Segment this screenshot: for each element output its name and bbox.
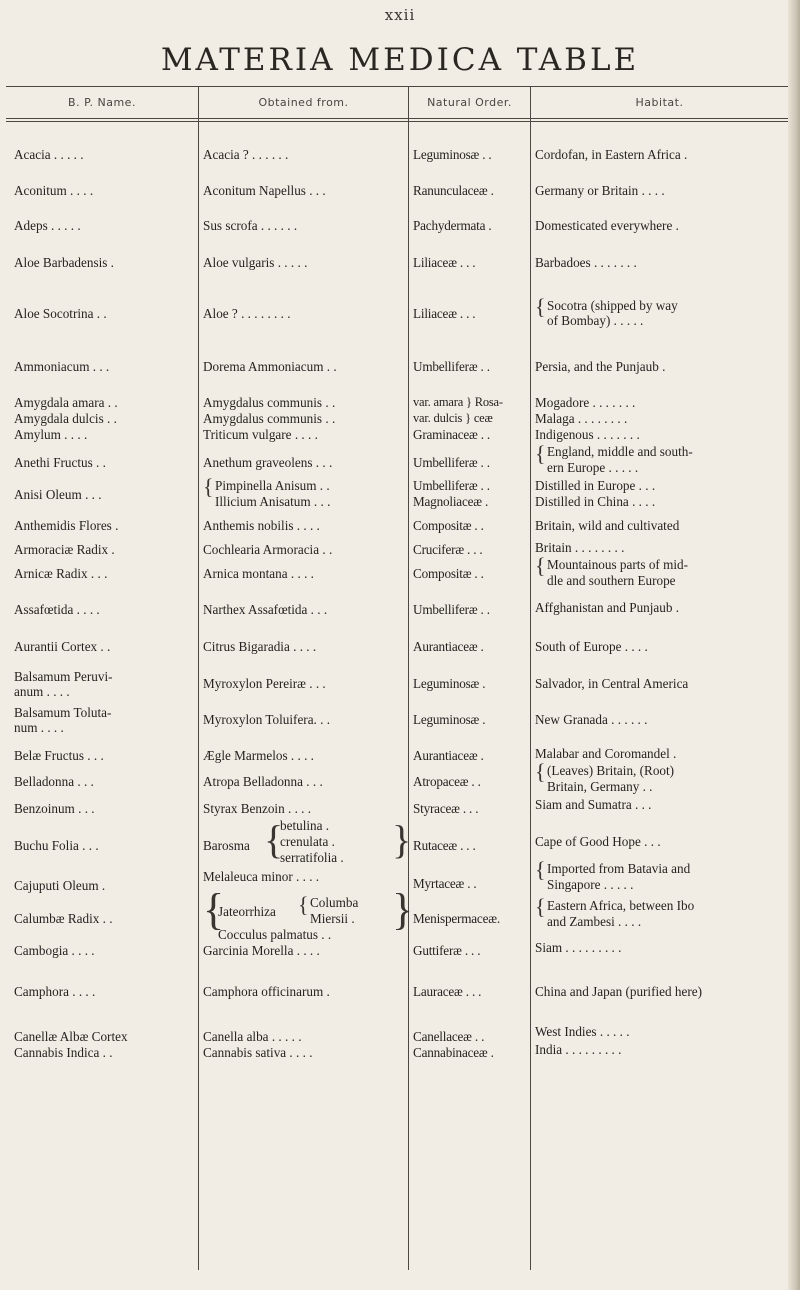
table-row-source: Garcinia Morella . . . . [203, 943, 320, 958]
table-row-source: Aconitum Napellus . . . [203, 183, 326, 198]
table-row-habitat-cont: Distilled in China . . . . [535, 494, 656, 509]
table-row-habitat: West Indies . . . . . [535, 1024, 630, 1039]
header-second-rule [6, 121, 788, 122]
table-row-source: Anethum graveolens . . . [203, 455, 333, 470]
table-row-source-species: crenulata . [280, 834, 335, 849]
table-row-habitat: Barbadoes . . . . . . . [535, 255, 637, 270]
brace: { [535, 294, 546, 319]
table-row-habitat: Persia, and the Punjaub . [535, 359, 666, 374]
table-row-name: Aurantii Cortex . . [14, 639, 111, 654]
table-row-habitat-cont: of Bombay) . . . . . [547, 313, 644, 328]
table-row-source: Arnica montana . . . . [203, 566, 314, 581]
table-row-source: Myroxylon Toluifera. . . [203, 712, 331, 727]
table-row-order: Cannabinaceæ . [413, 1045, 494, 1060]
table-row-name: Buchu Folia . . . [14, 838, 99, 853]
table-row-name: Anisi Oleum . . . [14, 487, 102, 502]
table-row-habitat: (Leaves) Britain, (Root) [547, 763, 675, 778]
table-row-habitat: Malabar and Coromandel . [535, 746, 677, 761]
table-row-name: Balsamum Toluta- [14, 705, 112, 720]
table-row-order: Styraceæ . . . [413, 801, 479, 816]
brace: { [264, 817, 284, 862]
table-row-source: Cochlearia Armoracia . . [203, 542, 333, 557]
brace: { [203, 474, 214, 499]
table-row-source: Barosma [203, 838, 250, 853]
table-row-order: Umbelliferæ . . [413, 602, 490, 617]
table-row-name: Anethi Fructus . . [14, 455, 106, 470]
table-row-order: Umbelliferæ . . [413, 455, 490, 470]
table-row-name: Amygdala dulcis . . [14, 411, 117, 426]
table-row-order: Cruciferæ . . . [413, 542, 483, 557]
table-row-habitat: Siam and Sumatra . . . [535, 797, 652, 812]
table-row-name: Amylum . . . . [14, 427, 88, 442]
table-row-source: Camphora officinarum . [203, 984, 330, 999]
table-row-name: Aconitum . . . . [14, 183, 94, 198]
table-row-habitat: New Granada . . . . . . [535, 712, 648, 727]
header-order: Natural Order. [427, 96, 512, 109]
table-row-name: Cambogia . . . . [14, 943, 95, 958]
table-row-habitat: Salvador, in Central America [535, 676, 689, 691]
table-row-source: Ægle Marmelos . . . . [203, 748, 314, 763]
brace: { [535, 441, 546, 466]
table-row-habitat: Eastern Africa, between Ibo [547, 898, 695, 913]
table-row-order: Myrtaceæ . . [413, 876, 477, 891]
table-row-name: Assafœtida . . . . [14, 602, 100, 617]
table-row-habitat: Socotra (shipped by way [547, 298, 678, 313]
table-row-name-cont: anum . . . . [14, 684, 70, 699]
table-row-name: Aloe Socotrina . . [14, 306, 107, 321]
table-row-source: Sus scrofa . . . . . . [203, 218, 298, 233]
table-row-habitat: Mountainous parts of mid- [547, 557, 689, 572]
table-row-order: Lauraceæ . . . [413, 984, 482, 999]
table-row-name: Balsamum Peruvi- [14, 669, 113, 684]
table-row-name: Camphora . . . . [14, 984, 96, 999]
table-row-source: Dorema Ammoniacum . . [203, 359, 337, 374]
table-row-source-species: Columba [310, 895, 359, 910]
table-row-habitat: Indigenous . . . . . . . [535, 427, 640, 442]
table-row-order: Liliaceæ . . . [413, 306, 476, 321]
table-row-source: Citrus Bigaradia . . . . [203, 639, 317, 654]
table-row-order: Rutaceæ . . . [413, 838, 476, 853]
brace: { [535, 553, 546, 578]
table-row-order: Guttiferæ . . . [413, 943, 481, 958]
table-row-order: Menispermaceæ. [413, 911, 500, 926]
table-row-name: Cajuputi Oleum . [14, 878, 106, 893]
table-row-source: Atropa Belladonna . . . [203, 774, 323, 789]
table-row-order: Leguminosæ . [413, 676, 486, 691]
page-title: MATERIA MEDICA TABLE [160, 42, 640, 78]
table-row-source: Triticum vulgare . . . . [203, 427, 318, 442]
table-row-name: Calumbæ Radix . . [14, 911, 113, 926]
table-row-name: Belæ Fructus . . . [14, 748, 104, 763]
table-row-name: Cannabis Indica . . [14, 1045, 113, 1060]
table-row-source: Cannabis sativa . . . . [203, 1045, 313, 1060]
table-row-order: Atropaceæ . . [413, 774, 481, 789]
table-row-habitat-cont: dle and southern Europe [547, 573, 676, 588]
table-row-order: Pachydermata . [413, 218, 492, 233]
table-row-habitat: Affghanistan and Punjaub . [535, 600, 680, 615]
table-row-source: Amygdalus communis . . [203, 411, 336, 426]
table-row-source: Styrax Benzoin . . . . [203, 801, 312, 816]
header-source: Obtained from. [258, 96, 349, 109]
table-row-name: Adeps . . . . . [14, 218, 81, 233]
table-row-name: Acacia . . . . . [14, 147, 84, 162]
table-row-habitat-cont: Singapore . . . . . [547, 877, 634, 892]
table-row-habitat: China and Japan (purified here) [535, 984, 702, 999]
brace: { [535, 857, 546, 882]
table-row-source-species: Miersii . [310, 911, 355, 926]
brace: } [392, 817, 412, 862]
brace: { [203, 885, 225, 934]
brace: { [298, 892, 309, 917]
table-row-order: Compositæ . . [413, 566, 484, 581]
table-row-habitat: Imported from Batavia and [547, 861, 691, 876]
table-row-name: Aloe Barbadensis . [14, 255, 114, 270]
table-row-source: Narthex Assafœtida . . . [203, 602, 328, 617]
table-top-rule [6, 86, 788, 87]
table-row-habitat: Siam . . . . . . . . . [535, 940, 622, 955]
table-row-order: Compositæ . . [413, 518, 484, 533]
table-row-name-cont: num . . . . [14, 720, 64, 735]
table-row-order: Ranunculaceæ . [413, 183, 494, 198]
table-row-source-cont: Illicium Anisatum . . . [215, 494, 331, 509]
table-row-habitat-cont: and Zambesi . . . . [547, 914, 642, 929]
table-row-order: Leguminosæ . [413, 712, 486, 727]
header-bottom-rule [6, 118, 788, 119]
brace: { [535, 894, 546, 919]
column-divider-3 [530, 86, 531, 1270]
table-row-name: Canellæ Albæ Cortex [14, 1029, 128, 1044]
table-row-source: Aloe ? . . . . . . . . [203, 306, 291, 321]
table-row-name: Arnicæ Radix . . . [14, 566, 108, 581]
table-row-habitat-cont: ern Europe . . . . . [547, 460, 639, 475]
column-divider-2 [408, 86, 409, 1270]
brace: } [392, 885, 414, 934]
table-row-order: var. amara } Rosa- [413, 395, 503, 409]
table-row-name: Anthemidis Flores . [14, 518, 119, 533]
table-row-habitat: Cape of Good Hope . . . [535, 834, 661, 849]
table-row-habitat: Distilled in Europe . . . [535, 478, 656, 493]
table-row-name: Ammoniacum . . . [14, 359, 110, 374]
table-row-source: Anthemis nobilis . . . . [203, 518, 320, 533]
table-row-habitat: Mogadore . . . . . . . [535, 395, 636, 410]
table-row-source: Canella alba . . . . . [203, 1029, 302, 1044]
header-name: B. P. Name. [68, 96, 136, 109]
table-row-habitat: South of Europe . . . . [535, 639, 648, 654]
table-row-order: Canellaceæ . . [413, 1029, 485, 1044]
table-row-order: Liliaceæ . . . [413, 255, 476, 270]
table-row-order: Graminaceæ . . [413, 427, 491, 442]
table-row-habitat: England, middle and south- [547, 444, 693, 459]
table-row-source: Melaleuca minor . . . . [203, 869, 320, 884]
table-row-habitat: Domesticated everywhere . [535, 218, 679, 233]
table-row-habitat: Malaga . . . . . . . . [535, 411, 628, 426]
table-row-name: Belladonna . . . [14, 774, 94, 789]
table-row-order: Umbelliferæ . . [413, 478, 490, 493]
table-row-name: Amygdala amara . . [14, 395, 118, 410]
table-row-order: var. dulcis } ceæ [413, 411, 493, 425]
table-row-habitat: Britain . . . . . . . . [535, 540, 625, 555]
table-row-habitat-cont: Britain, Germany . . [547, 779, 653, 794]
table-row-source-cont: Cocculus palmatus . . [218, 927, 332, 942]
table-row-source: Amygdalus communis . . [203, 395, 336, 410]
table-row-source-species: betulina . [280, 818, 330, 833]
table-row-habitat: Germany or Britain . . . . [535, 183, 665, 198]
page-number: xxii [384, 6, 416, 24]
table-row-habitat: India . . . . . . . . . [535, 1042, 622, 1057]
table-row-source-species: serratifolia . [280, 850, 344, 865]
table-row-order: Aurantiaceæ . [413, 748, 484, 763]
table-row-source: Myroxylon Pereiræ . . . [203, 676, 326, 691]
table-row-source: Jateorrhiza [218, 904, 276, 919]
header-habitat: Habitat. [635, 96, 684, 109]
page-edge [788, 0, 800, 1290]
table-row-source: Aloe vulgaris . . . . . [203, 255, 308, 270]
table-row-habitat: Britain, wild and cultivated [535, 518, 680, 533]
table-row-name: Armoraciæ Radix . [14, 542, 115, 557]
table-row-order: Umbelliferæ . . [413, 359, 490, 374]
table-row-source: Pimpinella Anisum . . [215, 478, 330, 493]
table-row-source: Acacia ? . . . . . . [203, 147, 289, 162]
column-divider-1 [198, 86, 199, 1270]
table-row-habitat: Cordofan, in Eastern Africa . [535, 147, 688, 162]
brace: { [535, 759, 546, 784]
table-row-order: Aurantiaceæ . [413, 639, 484, 654]
table-row-name: Benzoinum . . . [14, 801, 95, 816]
table-row-order: Leguminosæ . . [413, 147, 492, 162]
table-row-order-cont: Magnoliaceæ . [413, 494, 489, 509]
